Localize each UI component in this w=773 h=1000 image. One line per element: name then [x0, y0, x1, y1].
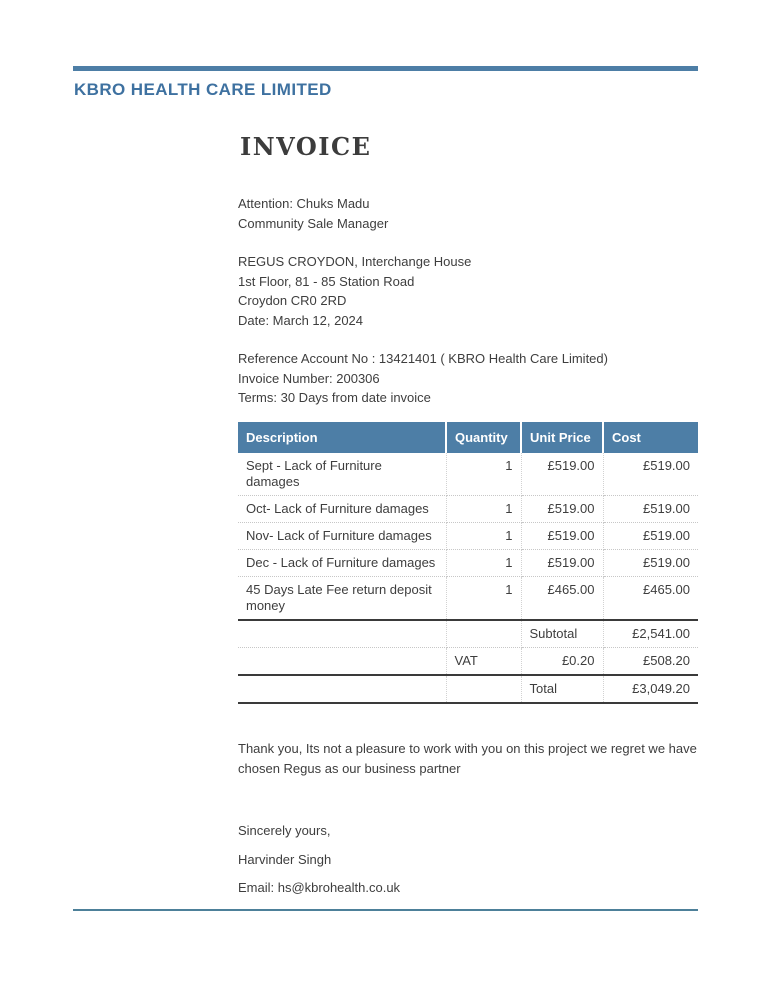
column-header-quantity: Quantity: [446, 422, 521, 454]
item-quantity: 1: [446, 550, 521, 577]
payment-terms: Terms: 30 Days from date invoice: [238, 390, 431, 405]
table-row: [238, 453, 698, 496]
item-description: 45 Days Late Fee return deposit money: [238, 577, 446, 621]
attention-line: Attention: Chuks Madu: [238, 196, 370, 211]
valediction: Sincerely yours,: [238, 823, 331, 838]
empty-cell: [446, 620, 521, 648]
total-row: [238, 675, 698, 703]
item-unit-price: £465.00: [521, 577, 603, 621]
reference-block: [238, 349, 700, 408]
vat-value: £508.20: [603, 648, 698, 676]
empty-cell: [238, 620, 446, 648]
page-title: INVOICE: [240, 132, 372, 161]
recipient-block: [238, 194, 700, 233]
contact-email: Email: hs@kbrohealth.co.uk: [238, 880, 401, 895]
item-quantity: 1: [446, 577, 521, 621]
address-line-2: 1st Floor, 81 - 85 Station Road: [238, 273, 415, 289]
vat-row: [238, 648, 698, 676]
line-items-table: [238, 422, 698, 705]
item-unit-price: £519.00: [521, 453, 603, 496]
table-row: [238, 550, 698, 577]
address-line-1: REGUS CROYDON, Interchange House: [238, 254, 472, 269]
item-quantity: 1: [446, 496, 521, 523]
subtotal-label: Subtotal: [521, 620, 603, 648]
table-row: [238, 523, 698, 550]
table-row: [238, 496, 698, 523]
item-unit-price: £519.00: [521, 523, 603, 550]
column-header-unit-price: Unit Price: [521, 422, 603, 454]
item-cost: £519.00: [603, 496, 698, 523]
column-header-cost: Cost: [603, 422, 698, 454]
invoice-body: [238, 0, 700, 898]
bottom-divider: [73, 909, 698, 911]
invoice-number: Invoice Number: 200306: [238, 370, 380, 386]
item-cost: £465.00: [603, 577, 698, 621]
empty-cell: [238, 648, 446, 676]
empty-cell: [238, 675, 446, 703]
table-row: [238, 577, 698, 621]
item-cost: £519.00: [603, 523, 698, 550]
item-description: Oct- Lack of Furniture damages: [238, 496, 446, 523]
vat-label: VAT: [446, 648, 521, 676]
empty-cell: [446, 675, 521, 703]
vat-rate: £0.20: [521, 648, 603, 676]
item-unit-price: £519.00: [521, 550, 603, 577]
table-header-row: [238, 422, 698, 454]
closing-message: [238, 739, 700, 778]
subtotal-row: [238, 620, 698, 648]
column-header-description: Description: [238, 422, 446, 454]
closing-message-line-2: chosen Regus as our business partner: [238, 760, 461, 776]
subtotal-value: £2,541.00: [603, 620, 698, 648]
item-description: Dec - Lack of Furniture damages: [238, 550, 446, 577]
closing-message-line-1: Thank you, Its not a pleasure to work with you on this project we regret we have: [238, 741, 697, 756]
total-value: £3,049.20: [603, 675, 698, 703]
item-unit-price: £519.00: [521, 496, 603, 523]
item-cost: £519.00: [603, 550, 698, 577]
item-quantity: 1: [446, 453, 521, 496]
address-block: [238, 252, 700, 330]
reference-account: Reference Account No : 13421401 ( KBRO Health Care Limited): [238, 351, 608, 366]
item-quantity: 1: [446, 523, 521, 550]
invoice-date: Date: March 12, 2024: [238, 312, 364, 328]
company-name: KBRO HEALTH CARE LIMITED: [74, 80, 332, 99]
recipient-role: Community Sale Manager: [238, 215, 389, 231]
address-line-3: Croydon CR0 2RD: [238, 293, 347, 308]
signature-name: Harvinder Singh: [238, 851, 332, 867]
item-description: Sept - Lack of Furniture damages: [238, 453, 446, 496]
item-cost: £519.00: [603, 453, 698, 496]
total-label: Total: [521, 675, 603, 703]
item-description: Nov- Lack of Furniture damages: [238, 523, 446, 550]
